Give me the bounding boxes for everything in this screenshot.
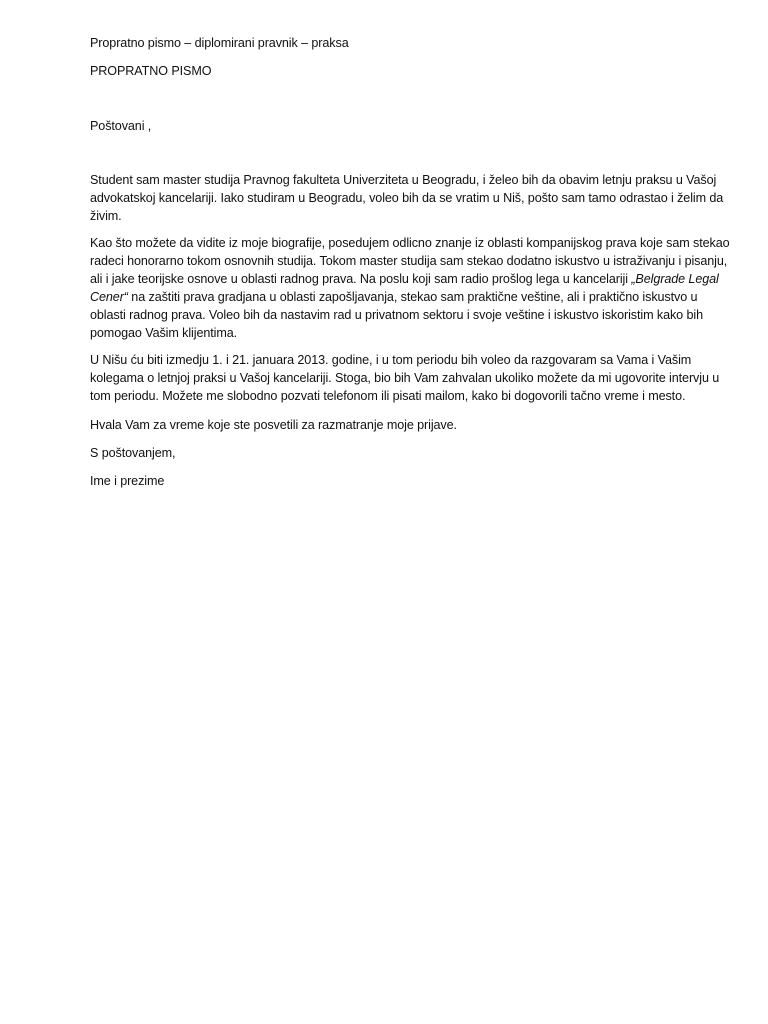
closing-line: S poštovanjem,	[90, 446, 176, 460]
letter-body	[90, 34, 730, 490]
paragraph-experience-text-2: na zaštiti prava gradjana u oblasti zapošljavanja, stekao sam praktične veštine, ali i praktično iskustvo u oblasti radnog prava. Voleo bih da nastavim rad u privatnom sektoru i svoje veštine i iskustvo iskoristim kako bih pomogao Vašim klijentima.	[90, 290, 703, 340]
paragraph-availability: U Nišu ću biti izmedju 1. i 21. januara 2013. godine, i u tom periodu bih voleo da razgovaram sa Vama i Vašim kolegama o letnjoj praksi u Vašoj kancelariji. Stoga, bio bih Vam zahvalan ukoliko možete da mi ugovorite intervju u tom periodu. Možete me slobodno pozvati telefonom ili pisati mailom, kako bi dogovorili tačno vreme i mesto.	[90, 353, 720, 403]
letter-heading: PROPRATNO PISMO	[90, 64, 212, 78]
paragraph-intro: Student sam master studija Pravnog fakulteta Univerziteta u Beogradu, i želeo bih da obavim letnju praksu u Vašoj advokatskoj kancelariji. Iako studiram u Beogradu, voleo bih da se vratim u Niš, pošto sam tamo odrastao i želim da živim.	[90, 173, 724, 223]
firm-name: „Belgrade Legal Cener“	[90, 272, 719, 304]
document-title: Propratno pismo – diplomirani pravnik – praksa	[90, 36, 349, 50]
thanks-line: Hvala Vam za vreme koje ste posvetili za razmatranje moje prijave.	[90, 418, 457, 432]
paragraph-experience-text-1: Kao što možete da vidite iz moje biografije, posedujem odlicno znanje iz oblasti kompanijskog prava koje sam stekao radeci honorarno tokom osnovnih studija. Tokom master studija sam stekao dodatno iskustvo u istraživanju i pisanju, ali i jake teorijske osnove u oblasti radnog prava. Na poslu koji sam radio prošlog lega u kancelariji	[90, 236, 730, 286]
letter-greeting: Poštovani ,	[90, 119, 152, 133]
signature-line: Ime i prezime	[90, 474, 165, 488]
paragraph-experience	[90, 234, 730, 342]
